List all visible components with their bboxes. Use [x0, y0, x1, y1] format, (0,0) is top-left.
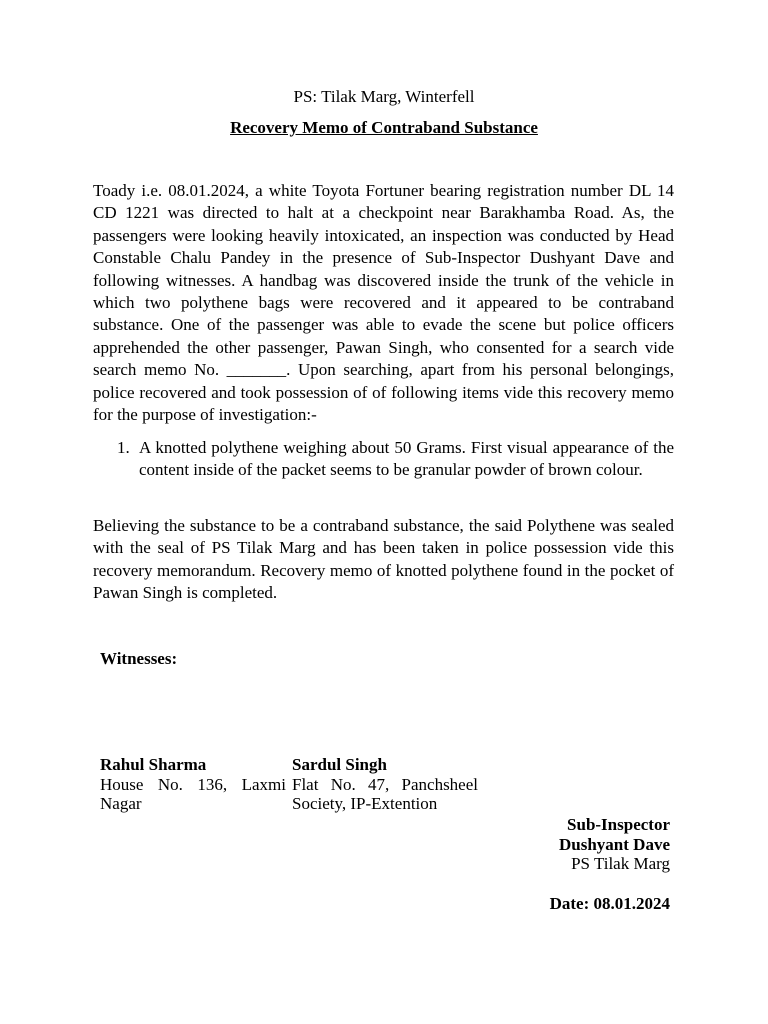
officer-station: PS Tilak Marg — [571, 854, 670, 873]
officer-name: Dushyant Dave — [559, 834, 670, 854]
incident-paragraph: Toady i.e. 08.01.2024, a white Toyota Fortuner bearing registration number DL 14 CD 1221 was directed to halt at a checkpoint near Barakhamba Road. As, the passengers were looking heavily intoxicated, an inspection was conducted by Head Constable Chalu Pandey in the presence of Sub-Inspector Dushyant Dave and following witnesses. A handbag was discovered inside the trunk of the vehicle in which two polythene bags were recovered and it appeared to be contraband substance. One of the passenger was able to evade the scene but police officers apprehended the other passenger, Pawan Singh, who consented for a search vide search memo No. _______. Upon searching, apart from his personal belongings, police recovered and took possession of of following items vide this recovery memo for the purpose of investigation:- — [93, 181, 674, 425]
witness-name: Sardul Singh — [292, 755, 387, 774]
witness-block — [292, 755, 478, 814]
memo-title: Recovery Memo of Contraband Substance — [230, 118, 538, 137]
recovered-items-list — [93, 437, 674, 482]
witness-block — [100, 755, 286, 814]
police-station-header: PS: Tilak Marg, Winterfell — [293, 87, 475, 106]
conclusion-paragraph: Believing the substance to be a contraband substance, the said Polythene was sealed with the seal of PS Tilak Marg and has been taken in police possession vide this recovery memorandum. Recovery memo of knotted polythene found in the pocket of Pawan Singh is completed. — [93, 516, 674, 603]
list-item — [93, 437, 674, 482]
witness-address: Flat No. 47, Panchsheel Society, IP-Extention — [292, 774, 478, 813]
witness-address: House No. 136, Laxmi Nagar — [100, 774, 286, 813]
memo-date: Date: 08.01.2024 — [549, 894, 670, 913]
list-item-text: A knotted polythene weighing about 50 Grams. First visual appearance of the content inside of the packet seems to be granular powder of brown colour. — [139, 438, 674, 480]
officer-signature-block — [410, 815, 670, 874]
witnesses-heading: Witnesses: — [100, 649, 178, 668]
witness-name: Rahul Sharma — [100, 755, 207, 774]
list-item-number: 1. — [117, 438, 130, 457]
officer-rank: Sub-Inspector — [567, 815, 670, 834]
